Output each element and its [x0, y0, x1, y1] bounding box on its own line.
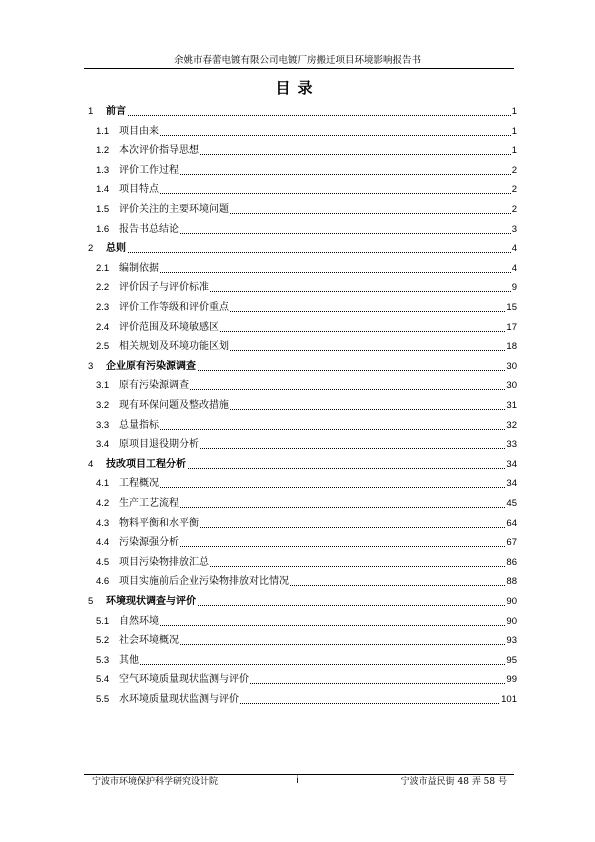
toc-dot-leader: [119, 664, 515, 665]
toc-section-entry[interactable]: [0, 653, 595, 669]
toc-entry-page: 45: [506, 498, 517, 509]
toc-section-entry[interactable]: [0, 320, 595, 336]
toc-entry-number: 2.1: [96, 262, 110, 274]
toc-entry-number: 3: [88, 360, 94, 372]
toc-dot-leader: [106, 252, 515, 253]
toc-entry-title: 评价因子与评价标准: [119, 282, 209, 294]
toc-chapter-entry[interactable]: [0, 457, 595, 473]
toc-chapter-entry[interactable]: [0, 359, 595, 375]
toc-entry-title: 前言: [106, 106, 126, 117]
toc-entry-number: 5.4: [96, 674, 110, 686]
toc-entry-title: 总则: [106, 243, 126, 255]
toc-entry-number: 4.4: [96, 537, 110, 549]
toc-entry-title: 现有环保问题及整改措施: [119, 400, 229, 411]
toc-entry-page: 34: [506, 458, 517, 470]
toc-entry-page: 31: [506, 400, 517, 411]
toc-chapter-entry[interactable]: [0, 241, 595, 257]
toc-entry-number: 2: [88, 243, 94, 255]
toc-entry-title: 编制依据: [119, 262, 159, 274]
toc-entry-title: 报告书总结论: [119, 223, 179, 235]
toc-entry-page: 101: [501, 694, 517, 705]
toc-entry-title: 社会环境概况: [119, 635, 179, 647]
toc-dot-leader: [119, 272, 515, 273]
toc-section-entry[interactable]: [0, 516, 595, 532]
toc-entry-number: 1.1: [96, 125, 110, 137]
toc-entry-page: 1: [511, 106, 517, 117]
toc-entry-page: 64: [506, 517, 517, 529]
toc-entry-title: 评价范围及环境敏感区: [119, 321, 219, 333]
toc-entry-page: 2: [511, 164, 517, 176]
toc-section-entry[interactable]: [0, 437, 595, 453]
toc-entry-page: 33: [506, 439, 517, 451]
toc-entry-page: 2: [511, 204, 517, 215]
toc-entry-title: 项目由来: [119, 125, 159, 137]
toc-section-entry[interactable]: [0, 300, 595, 316]
toc-entry-page: 95: [506, 654, 517, 666]
toc-dot-leader: [119, 135, 515, 136]
toc-section-entry[interactable]: [0, 280, 595, 296]
toc-entry-page: 4: [511, 262, 517, 274]
toc-entry-number: 1.2: [96, 145, 110, 157]
toc-section-entry[interactable]: [0, 182, 595, 198]
toc-dot-leader: [119, 429, 515, 430]
toc-section-entry[interactable]: [0, 614, 595, 630]
toc-section-entry[interactable]: [0, 692, 595, 708]
toc-section-entry[interactable]: [0, 633, 595, 649]
toc-entry-number: 4.5: [96, 556, 110, 568]
toc-section-entry[interactable]: [0, 261, 595, 277]
toc-entry-title: 其他: [119, 654, 139, 666]
toc-entry-number: 4.1: [96, 478, 110, 490]
toc-section-entry[interactable]: [0, 476, 595, 492]
toc-entry-title: 项目污染物排放汇总: [119, 556, 209, 568]
toc-section-entry[interactable]: [0, 555, 595, 571]
toc-entry-number: 1.4: [96, 184, 110, 196]
toc-entry-page: 30: [506, 360, 517, 372]
toc-section-entry[interactable]: [0, 398, 595, 414]
toc-section-entry[interactable]: [0, 418, 595, 434]
toc-entry-title: 环境现状调查与评价: [106, 596, 196, 607]
toc-section-entry[interactable]: [0, 535, 595, 551]
toc-dot-leader: [119, 487, 515, 488]
document-header-title: 余姚市春蕾电镀有限公司电镀厂房搬迁项目环境影响报告书: [173, 55, 421, 66]
toc-entry-page: 1: [511, 145, 517, 157]
toc-section-entry[interactable]: [0, 339, 595, 355]
footer-organization: 宁波市环境保护科学研究设计院: [92, 777, 219, 787]
toc-entry-title: 企业原有污染源调查: [106, 360, 196, 372]
toc-entry-page: 67: [506, 537, 517, 549]
toc-entry-number: 5.3: [96, 654, 110, 666]
toc-entry-number: 2.2: [96, 282, 110, 294]
toc-entry-number: 5.2: [96, 635, 110, 647]
toc-section-entry[interactable]: [0, 378, 595, 394]
toc-entry-number: 2.5: [96, 341, 110, 353]
toc-entry-page: 34: [506, 478, 517, 490]
toc-entry-title: 生产工艺流程: [119, 498, 179, 509]
toc-chapter-entry[interactable]: [0, 104, 595, 120]
toc-section-entry[interactable]: [0, 574, 595, 590]
header-divider: [84, 68, 514, 69]
toc-entry-page: 18: [506, 341, 517, 353]
toc-entry-page: 4: [511, 243, 517, 255]
toc-section-entry[interactable]: [0, 124, 595, 140]
toc-entry-title: 本次评价指导思想: [119, 145, 199, 157]
toc-entry-number: 2.4: [96, 321, 110, 333]
toc-entry-number: 1.5: [96, 204, 110, 215]
toc-entry-page: 30: [506, 380, 517, 392]
toc-entry-page: 17: [506, 321, 517, 333]
toc-entry-number: 3.4: [96, 439, 110, 451]
toc-entry-title: 水环境质量现状监测与评价: [119, 694, 239, 705]
toc-section-entry[interactable]: [0, 222, 595, 238]
toc-chapter-entry[interactable]: [0, 594, 595, 610]
toc-entry-title: 工程概况: [119, 478, 159, 490]
toc-entry-number: 2.3: [96, 302, 110, 313]
toc-entry-number: 4.2: [96, 498, 110, 509]
toc-entry-page: 15: [506, 302, 517, 313]
toc-entry-title: 评价关注的主要环境问题: [119, 204, 229, 215]
toc-entry-title: 原项目退役期分析: [119, 439, 199, 451]
toc-entry-number: 5.5: [96, 694, 110, 705]
toc-section-entry[interactable]: [0, 672, 595, 688]
toc-entry-page: 99: [506, 674, 517, 686]
toc-entry-number: 4.6: [96, 576, 110, 588]
toc-entry-title: 项目实施前后企业污染物排放对比情况: [119, 576, 289, 588]
toc-entry-page: 90: [506, 596, 517, 607]
toc-entry-page: 9: [511, 282, 517, 294]
toc-section-entry[interactable]: [0, 496, 595, 512]
toc-dot-leader: [119, 193, 515, 194]
toc-entry-page: 1: [511, 125, 517, 137]
toc-entry-number: 4: [88, 458, 94, 470]
toc-entry-title: 原有污染源调查: [119, 380, 189, 392]
toc-entry-number: 4.3: [96, 517, 110, 529]
toc-entry-page: 32: [506, 419, 517, 431]
toc-entry-title: 空气环境质量现状监测与评价: [119, 674, 249, 686]
toc-entry-page: 3: [511, 223, 517, 235]
toc-entry-page: 2: [511, 184, 517, 196]
toc-entry-title: 技改项目工程分析: [106, 458, 186, 470]
toc-entry-number: 1: [88, 106, 94, 117]
toc-entry-page: 86: [506, 556, 517, 568]
toc-heading: 目录: [275, 79, 320, 97]
toc-entry-title: 项目特点: [119, 184, 159, 196]
toc-entry-title: 评价工作过程: [119, 164, 179, 176]
toc-entry-title: 自然环境: [119, 615, 159, 627]
toc-entry-title: 物料平衡和水平衡: [119, 517, 199, 529]
toc-section-entry[interactable]: [0, 202, 595, 218]
toc-entry-number: 1.3: [96, 164, 110, 176]
toc-entry-title: 评价工作等级和评价重点: [119, 302, 229, 313]
toc-entry-page: 93: [506, 635, 517, 647]
toc-dot-leader: [119, 625, 515, 626]
toc-entry-title: 总量指标: [119, 419, 159, 431]
footer-address: 宁波市益民街 48 弄 58 号: [400, 777, 507, 787]
toc-entry-number: 1.6: [96, 223, 110, 235]
toc-entry-title: 污染源强分析: [119, 537, 179, 549]
toc-entry-number: 5: [88, 596, 94, 607]
toc-entry-number: 3.3: [96, 419, 110, 431]
toc-entry-page: 88: [506, 576, 517, 588]
toc-dot-leader: [106, 115, 515, 116]
toc-entry-title: 相关规划及环境功能区划: [119, 341, 229, 353]
toc-entry-page: 90: [506, 615, 517, 627]
toc-entry-number: 5.1: [96, 615, 110, 627]
footer-page-number: i: [296, 775, 299, 786]
toc-section-entry[interactable]: [0, 163, 595, 179]
toc-entry-number: 3.1: [96, 380, 110, 392]
toc-entry-number: 3.2: [96, 400, 110, 411]
toc-section-entry[interactable]: [0, 143, 595, 159]
